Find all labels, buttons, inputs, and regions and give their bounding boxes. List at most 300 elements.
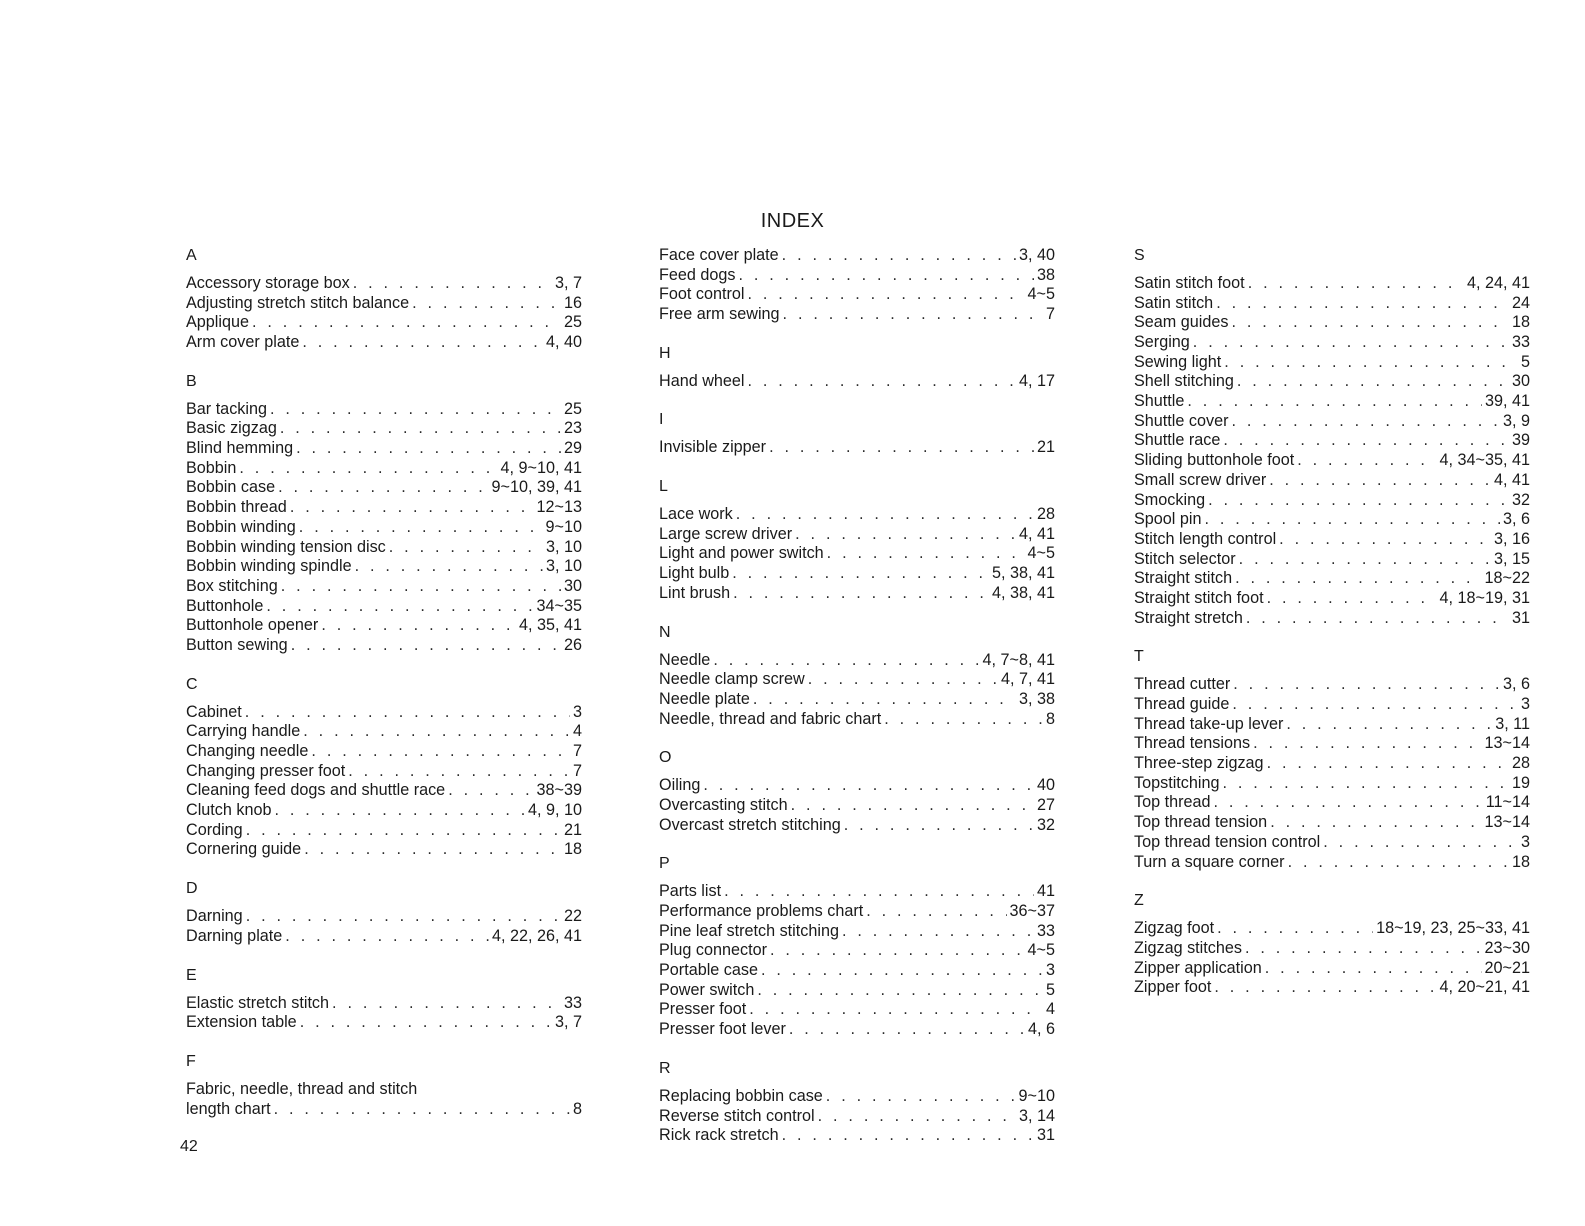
index-entry-term: Lace work (659, 505, 733, 524)
index-entry-term: Stitch selector (1134, 549, 1236, 568)
index-entry-term: length chart (186, 1099, 271, 1118)
index-entry-pages: 7 (572, 742, 582, 761)
index-entry-pages: 32 (1511, 490, 1530, 509)
index-entry (1134, 372, 1530, 392)
dot-leader (1269, 471, 1491, 491)
index-entry-term: Topstitching (1134, 773, 1220, 792)
dot-leader (732, 564, 989, 584)
index-entry (659, 305, 1055, 325)
dot-leader (724, 882, 1034, 902)
dot-leader (770, 941, 1025, 961)
index-entry (186, 927, 582, 947)
index-entry-term: Zigzag stitches (1134, 938, 1242, 957)
index-entry (659, 882, 1055, 902)
section-letter: O (659, 749, 672, 767)
index-entry (659, 670, 1055, 690)
index-entry-term: Button sewing (186, 635, 288, 654)
dot-leader (782, 1126, 1034, 1146)
dot-leader (791, 796, 1034, 816)
section-letter: F (186, 1052, 196, 1070)
dot-leader (842, 922, 1034, 942)
index-entry-term-line: Fabric, needle, thread and stitch (186, 1079, 418, 1098)
section-letter: T (1134, 648, 1144, 666)
index-entry-pages: 3, 38 (1018, 689, 1055, 708)
index-entry-term: Straight stretch (1134, 608, 1243, 627)
index-entry-pages: 33 (1036, 921, 1055, 940)
index-entry-pages: 28 (1511, 754, 1530, 773)
index-entry-term: Large screw driver (659, 524, 793, 543)
index-entry (1134, 794, 1530, 814)
index-entry (186, 419, 582, 439)
index-entry-pages: 9~10 (545, 517, 582, 536)
index-entry (1134, 451, 1530, 471)
index-entry (659, 505, 1055, 525)
index-section (186, 372, 582, 656)
index-entry-term: Sewing light (1134, 352, 1222, 371)
index-entry (1134, 754, 1530, 774)
dot-leader (270, 400, 561, 420)
dot-leader (1231, 412, 1500, 432)
index-entry-pages: 4, 18~19, 31 (1439, 588, 1530, 607)
index-section (1134, 891, 1530, 998)
index-entry-pages: 28 (1036, 505, 1055, 524)
index-entry-term: Elastic stretch stitch (186, 993, 330, 1012)
dot-leader (866, 902, 1006, 922)
index-entry-term: Buttonhole opener (186, 616, 319, 635)
index-entry (1134, 734, 1530, 754)
index-entry (1134, 589, 1530, 609)
index-entry (186, 597, 582, 617)
index-entry-term: Changing needle (186, 742, 309, 761)
index-entry-term: Reverse stitch control (659, 1106, 815, 1125)
index-entry (186, 801, 582, 821)
index-entry-pages: 18 (1511, 313, 1530, 332)
index-entry-term: Hand wheel (659, 371, 745, 390)
index-entry (1134, 471, 1530, 491)
index-entry-term: Bar tacking (186, 399, 267, 418)
index-entry (186, 742, 582, 762)
dot-leader (736, 505, 1034, 525)
dot-leader (1239, 550, 1491, 570)
dot-leader (1208, 491, 1509, 511)
dot-leader (302, 333, 543, 353)
dot-leader (713, 651, 979, 671)
dot-leader (753, 690, 1016, 710)
index-entry-term: Needle (659, 650, 711, 669)
dot-leader (739, 266, 1034, 286)
index-section (186, 675, 582, 861)
dot-leader (782, 246, 1016, 266)
index-entry-term: Invisible zipper (659, 438, 767, 457)
dot-leader (1267, 754, 1509, 774)
index-entry (1134, 959, 1530, 979)
index-entry-pages: 3 (1045, 961, 1055, 980)
index-entry (1134, 774, 1530, 794)
index-entry (1134, 675, 1530, 695)
index-entry-term: Buttonhole (186, 596, 264, 615)
index-entry-pages: 7 (1045, 305, 1055, 324)
index-entry-term: Changing presser foot (186, 761, 346, 780)
index-entry-term: Satin stitch (1134, 293, 1214, 312)
index-entry-term: Applique (186, 313, 250, 332)
index-entry-pages: 3 (1520, 832, 1530, 851)
index-entry (659, 584, 1055, 604)
dot-leader (285, 927, 489, 947)
page-title: INDEX (760, 210, 825, 232)
index-entry-pages: 22 (563, 907, 582, 926)
index-entry (1134, 853, 1530, 873)
index-entry-pages: 4, 41 (1018, 524, 1055, 543)
index-entry-term: Top thread tension (1134, 813, 1268, 832)
index-entry-pages: 5 (1045, 980, 1055, 999)
index-section (659, 410, 1055, 458)
index-entry-term: Performance problems chart (659, 902, 864, 921)
dot-leader (1286, 715, 1492, 735)
dot-leader (389, 538, 543, 558)
index-entry (186, 439, 582, 459)
index-entry-pages: 4, 9, 10 (527, 801, 582, 820)
index-entry-pages: 33 (563, 993, 582, 1012)
dot-leader (1214, 978, 1436, 998)
index-entry-pages: 4, 34~35, 41 (1439, 451, 1530, 470)
index-entry (186, 1100, 582, 1120)
dot-leader (818, 1107, 1016, 1127)
index-entry-term: Cornering guide (186, 840, 302, 859)
index-entry-term: Zipper foot (1134, 978, 1212, 997)
index-entry-term: Light and power switch (659, 544, 824, 563)
index-entry-term: Blind hemming (186, 439, 294, 458)
index-entry-pages: 38 (1036, 265, 1055, 284)
dot-leader (1246, 609, 1509, 629)
index-entry (659, 266, 1055, 286)
dot-leader (1297, 451, 1436, 471)
index-entry-pages: 18 (1511, 852, 1530, 871)
dot-leader (749, 1000, 1043, 1020)
index-entry-pages: 36~37 (1009, 902, 1055, 921)
section-letter: E (186, 966, 197, 984)
index-entry-term: Cording (186, 820, 243, 839)
index-entry-term: Bobbin thread (186, 498, 287, 517)
dot-leader (291, 636, 561, 656)
index-entry (659, 710, 1055, 730)
dot-leader (278, 478, 488, 498)
index-entry-pages: 12~13 (536, 498, 582, 517)
section-letter: N (659, 623, 671, 641)
index-entry (659, 941, 1055, 961)
index-entry-pages: 3 (572, 702, 582, 721)
dot-leader (321, 616, 516, 636)
index-section (186, 1052, 582, 1119)
dot-leader (245, 703, 570, 723)
index-entry-term: Arm cover plate (186, 333, 300, 352)
index-entry (1134, 939, 1530, 959)
index-entry (659, 690, 1055, 710)
index-entry (186, 518, 582, 538)
index-entry-pages: 5 (1520, 352, 1530, 371)
index-entry-pages: 9~10 (1018, 1086, 1055, 1105)
index-entry-pages: 30 (1511, 372, 1530, 391)
index-entry (659, 1087, 1055, 1107)
index-entry-pages: 41 (1036, 882, 1055, 901)
index-entry (659, 1107, 1055, 1127)
index-entry (186, 907, 582, 927)
index-entry-term: Oiling (659, 776, 701, 795)
page-number: 42 (180, 1138, 198, 1155)
index-entry (1134, 530, 1530, 550)
section-letter: P (659, 855, 670, 873)
index-entry-term: Darning plate (186, 926, 283, 945)
dot-leader (1245, 939, 1482, 959)
index-entry-pages: 29 (563, 439, 582, 458)
section-letter: B (186, 372, 197, 390)
dot-leader (348, 762, 570, 782)
index-entry-term: Portable case (659, 961, 758, 980)
index-entry-term: Plug connector (659, 941, 767, 960)
dot-leader (747, 285, 1024, 305)
index-entry-pages: 5, 38, 41 (991, 564, 1055, 583)
dot-leader (311, 742, 570, 762)
dot-leader (1323, 833, 1518, 853)
index-entry-pages: 4~5 (1027, 941, 1055, 960)
index-entry-pages: 18~19, 23, 25~33, 41 (1376, 919, 1530, 938)
index-section (659, 344, 1055, 392)
index-entry (186, 498, 582, 518)
index-entry-term: Presser foot (659, 1000, 747, 1019)
index-entry (1134, 432, 1530, 452)
dot-leader (300, 1013, 552, 1033)
index-entry-term: Shuttle race (1134, 431, 1221, 450)
index-entry-pages: 3, 10 (545, 557, 582, 576)
dot-leader (1232, 695, 1518, 715)
index-section (659, 623, 1055, 730)
index-entry-pages: 26 (563, 635, 582, 654)
index-entry-pages: 7 (572, 761, 582, 780)
index-entry-term: Shuttle cover (1134, 411, 1229, 430)
index-entry-term: Lint brush (659, 583, 731, 602)
dot-leader (1248, 274, 1464, 294)
dot-leader (1205, 510, 1500, 530)
index-column-middle (659, 246, 1055, 1146)
index-section (186, 246, 582, 353)
index-entry-pages: 25 (563, 313, 582, 332)
index-entry-pages: 4, 40 (545, 333, 582, 352)
index-entry-pages: 25 (563, 399, 582, 418)
index-entry-pages: 3, 7 (554, 1013, 582, 1032)
index-entry-pages: 13~14 (1484, 813, 1530, 832)
index-entry-pages: 4~5 (1027, 544, 1055, 563)
index-entry (659, 902, 1055, 922)
section-letter: I (659, 411, 664, 429)
index-entry-term: Thread tensions (1134, 734, 1251, 753)
section-letter: Z (1134, 892, 1144, 910)
dot-leader (353, 274, 552, 294)
index-entry (1134, 412, 1530, 432)
dot-leader (252, 313, 561, 333)
index-entry (186, 703, 582, 723)
index-entry-pages: 21 (563, 820, 582, 839)
index-section (186, 879, 582, 946)
section-letter: A (186, 247, 197, 264)
index-entry-term: Extension table (186, 1013, 297, 1032)
index-entry (1134, 313, 1530, 333)
index-entry-term: Replacing bobbin case (659, 1086, 823, 1105)
index-entry-term: Thread guide (1134, 695, 1230, 714)
index-column-left (186, 246, 582, 1119)
index-entry-term: Presser foot lever (659, 1020, 786, 1039)
index-entry-term: Box stitching (186, 576, 278, 595)
index-entry-term: Shuttle (1134, 392, 1185, 411)
index-entry (1134, 353, 1530, 373)
index-entry (1134, 978, 1530, 998)
index-entry-term: Parts list (659, 882, 722, 901)
index-entry-term: Overcasting stitch (659, 795, 788, 814)
index-entry-pages: 39 (1511, 431, 1530, 450)
index-entry-pages: 4, 22, 26, 41 (491, 926, 582, 945)
dot-leader (808, 670, 998, 690)
index-entry-pages: 38~39 (536, 781, 582, 800)
index-entry-pages: 30 (563, 576, 582, 595)
index-entry-term: Bobbin winding spindle (186, 557, 352, 576)
dot-leader (412, 294, 561, 314)
index-entry-pages: 23 (563, 419, 582, 438)
index-entry (1134, 609, 1530, 629)
index-entry-pages: 3, 6 (1502, 510, 1530, 529)
dot-leader (1214, 793, 1483, 813)
index-entry (186, 781, 582, 801)
dot-leader (826, 1087, 1016, 1107)
index-section (659, 1059, 1055, 1146)
index-entry (186, 636, 582, 656)
index-entry-pages: 13~14 (1484, 734, 1530, 753)
index-entry-term: Needle plate (659, 689, 750, 708)
index-entry-pages: 3, 14 (1018, 1106, 1055, 1125)
index-entry-pages: 4, 7, 41 (1000, 670, 1055, 689)
index-entry-term: Straight stitch foot (1134, 588, 1264, 607)
index-entry-pages: 39, 41 (1484, 392, 1530, 411)
index-entry (1134, 833, 1530, 853)
dot-leader (1265, 959, 1482, 979)
index-entry-term: Thread take-up lever (1134, 714, 1284, 733)
index-section (659, 246, 1055, 325)
index-entry-pages: 4, 20~21, 41 (1439, 978, 1530, 997)
index-entry-pages: 16 (563, 293, 582, 312)
dot-leader (783, 305, 1043, 325)
dot-leader (733, 584, 989, 604)
index-entry-pages: 4, 41 (1493, 470, 1530, 489)
index-entry-pages: 11~14 (1485, 793, 1530, 812)
index-entry-term: Feed dogs (659, 265, 736, 284)
index-entry-pages: 31 (1511, 608, 1530, 627)
index-entry (659, 372, 1055, 392)
index-entry (186, 557, 582, 577)
section-letter: L (659, 478, 668, 496)
index-entry-term: Overcast stretch stitching (659, 815, 841, 834)
index-entry-term: Top thread (1134, 793, 1211, 812)
section-letter: S (1134, 247, 1145, 264)
index-entry-pages: 4 (1045, 1000, 1055, 1019)
dot-leader (332, 994, 561, 1014)
dot-leader (884, 710, 1043, 730)
index-entry-term: Turn a square corner (1134, 852, 1285, 871)
dot-leader (1237, 372, 1509, 392)
dot-leader (1217, 919, 1373, 939)
index-entry-term: Bobbin winding (186, 517, 296, 536)
index-entry-term: Free arm sewing (659, 305, 780, 324)
index-entry (659, 525, 1055, 545)
dot-leader (1235, 569, 1481, 589)
dot-leader (703, 776, 1034, 796)
index-entry (659, 796, 1055, 816)
dot-leader (281, 577, 561, 597)
index-entry-pages: 19 (1511, 773, 1530, 792)
index-entry-term: Bobbin (186, 458, 237, 477)
index-entry (186, 479, 582, 499)
index-entry (1134, 274, 1530, 294)
index-entry (1134, 813, 1530, 833)
dot-leader (280, 419, 561, 439)
index-entry-term: Face cover plate (659, 245, 779, 264)
index-entry-term: Serging (1134, 333, 1190, 352)
index-entry (186, 616, 582, 636)
index-entry (1134, 510, 1530, 530)
index-entry (659, 545, 1055, 565)
index-entry (186, 313, 582, 333)
index-entry-pages: 23~30 (1484, 938, 1530, 957)
index-entry-term: Zipper application (1134, 958, 1262, 977)
index-entry (659, 776, 1055, 796)
dot-leader (303, 722, 570, 742)
index-entry-pages: 32 (1036, 815, 1055, 834)
index-entry (186, 722, 582, 742)
dot-leader (266, 597, 533, 617)
index-entry (186, 577, 582, 597)
index-entry (186, 994, 582, 1014)
index-section (1134, 246, 1530, 628)
index-entry (1134, 491, 1530, 511)
index-entry-pages: 18~22 (1484, 569, 1530, 588)
dot-leader (290, 498, 534, 518)
index-section (659, 748, 1055, 835)
index-column-right (1134, 246, 1530, 998)
index-entry-term: Clutch knob (186, 801, 272, 820)
dot-leader (757, 981, 1043, 1001)
index-entry (659, 564, 1055, 584)
dot-leader (1187, 392, 1482, 412)
index-entry (186, 459, 582, 479)
index-section (659, 477, 1055, 603)
dot-leader (761, 961, 1043, 981)
dot-leader (827, 544, 1025, 564)
index-entry-term: Power switch (659, 980, 755, 999)
index-entry-pages: 4, 38, 41 (991, 583, 1055, 602)
index-entry (1134, 715, 1530, 735)
index-entry-pages: 4, 6 (1027, 1020, 1055, 1039)
index-entry-term: Sliding buttonhole foot (1134, 451, 1295, 470)
index-entry-pages: 8 (572, 1099, 582, 1118)
index-entry-pages: 34~35 (536, 596, 582, 615)
dot-leader (355, 557, 543, 577)
index-entry-pages: 4, 9~10, 41 (500, 458, 582, 477)
dot-leader (1233, 675, 1500, 695)
index-entry-term: Adjusting stretch stitch balance (186, 293, 410, 312)
dot-leader (448, 781, 533, 801)
index-entry-pages: 4, 24, 41 (1466, 273, 1530, 292)
index-entry-term: Cleaning feed dogs and shuttle race (186, 781, 446, 800)
index-entry (659, 816, 1055, 836)
index-entry-term: Needle, thread and fabric chart (659, 709, 882, 728)
index-entry-term: Zigzag foot (1134, 919, 1215, 938)
dot-leader (1279, 530, 1491, 550)
